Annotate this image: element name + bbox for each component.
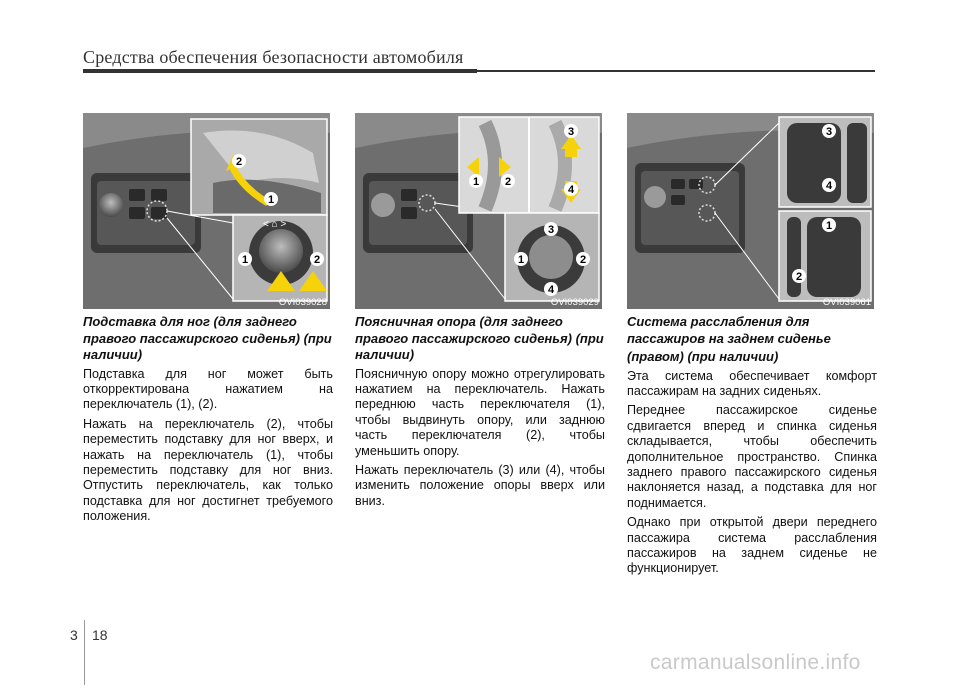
- page-number: 18: [92, 627, 108, 643]
- paragraph: Эта система обеспечивает комфорт пассажирам на задних сиденьях.: [627, 368, 877, 398]
- paragraph: Переднее пассажирское сиденье сдвигается вперед и спинка сиденья складывается, чтобы обеспечить дополнительное пространство. Спинка заднего правого пассажирского сиденья наклоняется назад, а подставка для ног поднимается.: [627, 403, 877, 510]
- callout-1: 1: [472, 176, 480, 188]
- callout-2: 2: [795, 271, 803, 283]
- chapter-number: 3: [70, 627, 78, 643]
- watermark: carmanualsonline.info: [650, 651, 861, 674]
- header-rule-thin: [477, 70, 875, 72]
- callout-3: 3: [547, 224, 555, 236]
- callout-2: 2: [235, 156, 243, 168]
- footer-divider: [84, 620, 85, 685]
- column-lumbar-support: [355, 314, 605, 513]
- figure-footrest: [83, 113, 330, 309]
- paragraph: Нажать на переключатель (2), чтобы переместить подставку для ног вверх, и нажать на переключатель (1), чтобы переместить подставку для ног вниз. Отпустить переключатель, как только подставка для ног достигнет требуемого положения.: [83, 416, 333, 524]
- paragraph: Однако при открытой двери переднего пассажира система расслабления пассажиров на заднем сиденье не функционирует.: [627, 515, 877, 576]
- callout-4: 4: [547, 284, 555, 296]
- figure-code: OVI039028: [278, 297, 327, 308]
- section-heading: Подставка для ног (для заднего правого пассажирского сиденья) (при наличии): [83, 314, 332, 362]
- callout-2: 2: [504, 176, 512, 188]
- svg-text:< ⌂ >: < ⌂ >: [263, 219, 287, 230]
- header-rule: [83, 69, 477, 73]
- column-relaxation-system: [627, 314, 877, 581]
- callout-2: 2: [313, 254, 321, 266]
- callout-1: 1: [267, 194, 275, 206]
- paragraph: Подставка для ног может быть откорректирована нажатием на переключатель (1), (2).: [83, 366, 333, 412]
- section-heading: Поясничная опора (для заднего правого пассажирского сиденья) (при наличии): [355, 314, 604, 362]
- callout-1: 1: [825, 220, 833, 232]
- figure-code: OVI039029: [550, 297, 599, 308]
- section-heading-cont: (правом) (при наличии): [627, 349, 779, 364]
- paragraph: Поясничную опору можно отрегулировать нажатием на переключатель. Нажать переднюю часть переключателя (1), чтобы выдвинуть опору, или заднюю часть переключателя (2), чтобы уменьшить опору.: [355, 366, 605, 458]
- section-heading: Система расслабления для пассажиров на заднем сиденье: [627, 314, 831, 346]
- figure-relaxation-system: [627, 113, 874, 309]
- callout-2: 2: [579, 254, 587, 266]
- callout-3: 3: [567, 126, 575, 138]
- callout-3: 3: [825, 126, 833, 138]
- callout-4: 4: [825, 180, 833, 192]
- page-header-title: Средства обеспечения безопасности автомобиля: [83, 47, 464, 67]
- callout-4: 4: [567, 184, 575, 196]
- seat-knob: [99, 193, 123, 217]
- figure-lumbar-support: [355, 113, 602, 309]
- callout-1: 1: [241, 254, 249, 266]
- callout-1: 1: [517, 254, 525, 266]
- paragraph: Нажать переключатель (3) или (4), чтобы изменить положение опоры вверх или вниз.: [355, 462, 605, 508]
- figure-code: OVI039061: [822, 297, 871, 308]
- column-footrest: [83, 314, 333, 529]
